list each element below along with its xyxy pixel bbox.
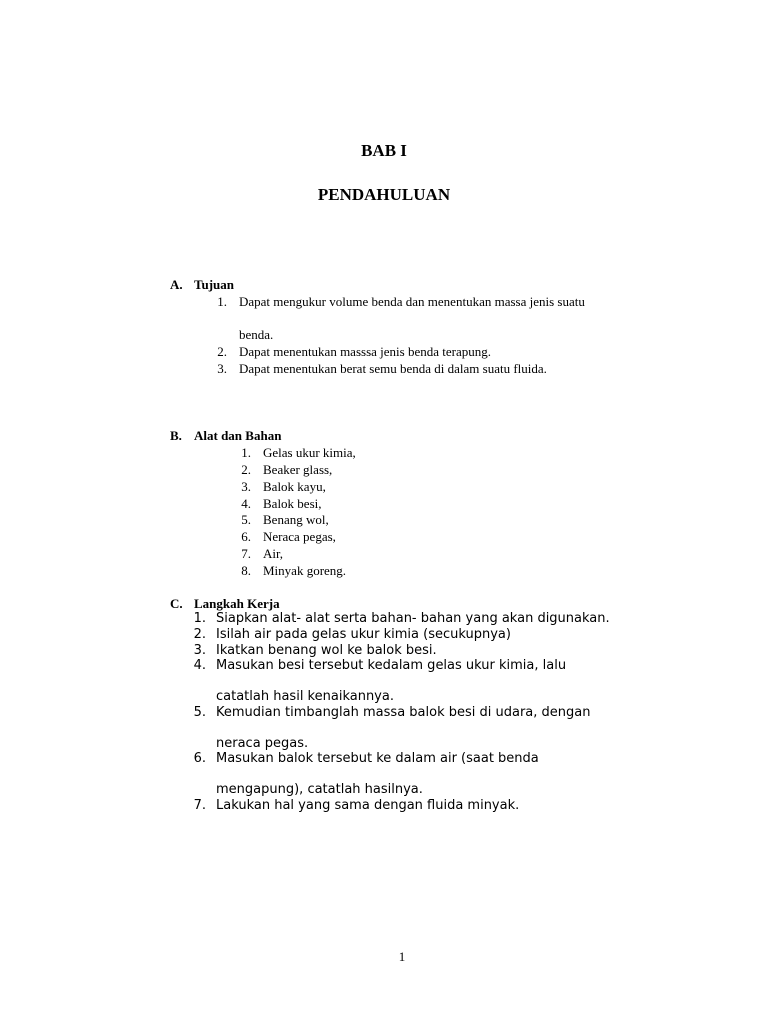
list-item-text: Gelas ukur kimia, xyxy=(263,445,356,460)
list-item-text: Siapkan alat- alat serta bahan- bahan yang akan digunakan. xyxy=(216,611,610,626)
list-item-number: 4. xyxy=(241,496,251,511)
list-item-text: Dapat mengukur volume benda dan menentukan massa jenis suatu xyxy=(239,294,585,309)
list-item-number: 4. xyxy=(193,658,206,673)
list-item-number: 1. xyxy=(217,294,227,309)
list-item-number: 7. xyxy=(241,546,251,561)
section-c-letter: C. xyxy=(170,596,183,611)
section-b-heading: Alat dan Bahan xyxy=(194,428,282,443)
list-item-text: Balok kayu, xyxy=(263,479,326,494)
list-item-text: Minyak goreng. xyxy=(263,563,347,578)
list-item-number: 7. xyxy=(193,798,206,813)
page-number: 1 xyxy=(398,949,406,964)
list-item-text: Lakukan hal yang sama dengan fluida minyak. xyxy=(216,798,520,813)
list-item-number: 2. xyxy=(193,627,206,642)
list-item-text: Air, xyxy=(263,546,284,561)
list-item-text: Dapat menentukan masssa jenis benda terapung. xyxy=(239,344,491,359)
list-item-continuation: catatlah hasil kenaikannya. xyxy=(216,689,394,704)
list-item-number: 5. xyxy=(241,512,251,527)
section-c-heading: Langkah Kerja xyxy=(194,596,280,611)
list-item-continuation: mengapung), catatlah hasilnya. xyxy=(216,782,423,797)
list-item-number: 3. xyxy=(193,643,206,658)
list-item-number: 3. xyxy=(241,479,251,494)
list-item-number: 8. xyxy=(241,563,251,578)
list-item-text: Ikatkan benang wol ke balok besi. xyxy=(216,643,437,658)
list-item-text: Kemudian timbanglah massa balok besi di udara, dengan xyxy=(216,705,591,720)
list-item-number: 1. xyxy=(241,445,251,460)
section-b-letter: B. xyxy=(170,428,182,443)
list-item-text: Dapat menentukan berat semu benda di dalam suatu fluida. xyxy=(239,361,547,376)
list-item-number: 3. xyxy=(217,361,227,376)
list-item-continuation: neraca pegas. xyxy=(216,736,309,751)
chapter-heading: BAB I xyxy=(361,141,407,160)
list-item-text: Masukan balok tersebut ke dalam air (saat benda xyxy=(216,751,539,766)
list-item-number: 1. xyxy=(193,611,206,626)
list-item-text: Isilah air pada gelas ukur kimia (secukupnya) xyxy=(216,627,511,642)
list-item-number: 2. xyxy=(241,462,251,477)
list-item-text: Masukan besi tersebut kedalam gelas ukur kimia, lalu xyxy=(216,658,567,673)
list-item-text: Benang wol, xyxy=(263,512,329,527)
list-item-number: 2. xyxy=(217,344,227,359)
list-item-continuation: benda. xyxy=(239,327,274,342)
list-item-text: Beaker glass, xyxy=(263,462,333,477)
list-item-number: 5. xyxy=(193,705,206,720)
list-item-text: Neraca pegas, xyxy=(263,529,336,544)
section-a-heading: Tujuan xyxy=(194,277,234,292)
list-item-text: Balok besi, xyxy=(263,496,322,511)
list-item-number: 6. xyxy=(193,751,206,766)
section-a-letter: A. xyxy=(170,277,183,292)
page-title: PENDAHULUAN xyxy=(317,185,451,204)
list-item-number: 6. xyxy=(241,529,251,544)
